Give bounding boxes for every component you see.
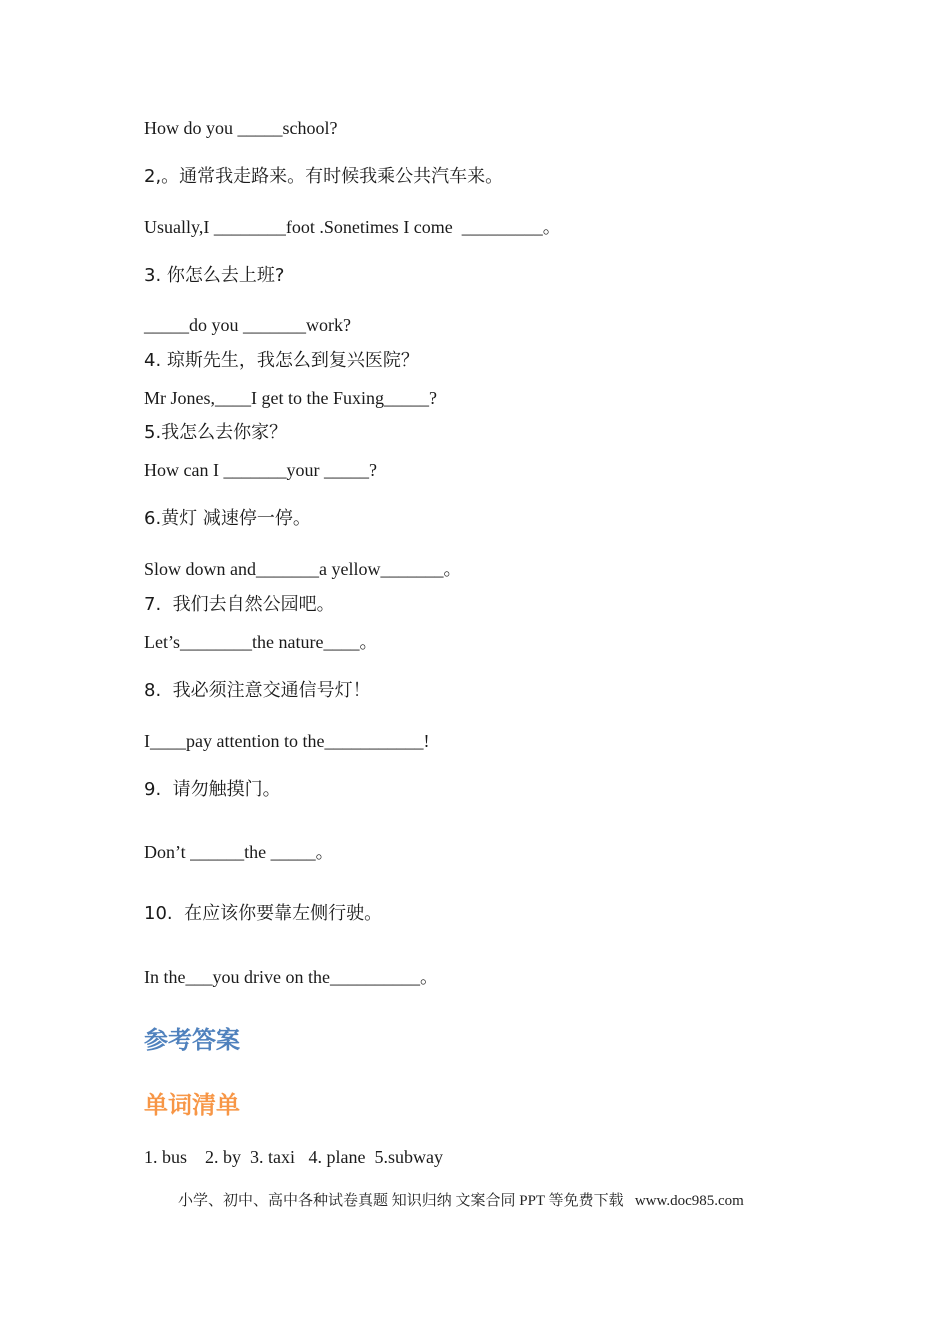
q4-chinese-prompt: 4. 琼斯先生，我怎么到复兴医院？ bbox=[144, 350, 419, 371]
q7-english-line: Let’s________the nature____。 bbox=[144, 632, 378, 652]
q2-chinese-prompt: 2,。通常我走路来。有时候我乘公共汽车来。 bbox=[144, 166, 504, 187]
q5-chinese-prompt: 5.我怎么去你家？ bbox=[144, 422, 288, 443]
q9-english-line: Don’t ______the _____。 bbox=[144, 842, 334, 862]
q8-chinese-prompt: 8. 我必须注意交通信号灯！ bbox=[144, 680, 371, 701]
q2-english-line: Usually,I ________foot .Sonetimes I come _________。 bbox=[144, 217, 561, 237]
q7-chinese-prompt: 7. 我们去自然公园吧。 bbox=[144, 594, 335, 615]
q10-english-line: In the___you drive on the__________。 bbox=[144, 967, 438, 987]
q9-chinese-prompt: 9. 请勿触摸门。 bbox=[144, 779, 281, 800]
page-footer: 小学、初中、高中各种试卷真题 知识归纳 文案合同 PPT 等免费下载 www.doc985.com bbox=[178, 1193, 744, 1209]
q6-english-line: Slow down and_______a yellow_______。 bbox=[144, 559, 462, 579]
q6-chinese-prompt: 6.黄灯 减速停一停。 bbox=[144, 508, 311, 529]
word-list-answers: 1. bus 2. by 3. taxi 4. plane 5.subway bbox=[144, 1147, 443, 1167]
answers-heading: 参考答案 bbox=[144, 1026, 240, 1054]
q4-english-line: Mr Jones,____I get to the Fuxing_____? bbox=[144, 388, 437, 408]
q3-english-line: _____do you _______work? bbox=[144, 315, 351, 335]
q5-english-line: How can I _______your _____? bbox=[144, 460, 377, 480]
q3-chinese-prompt: 3. 你怎么去上班? bbox=[144, 265, 285, 286]
q8-english-line: I____pay attention to the___________! bbox=[144, 731, 430, 751]
q10-chinese-prompt: 10. 在应该你要靠左侧行驶。 bbox=[144, 903, 383, 924]
q1-english-line: How do you _____school? bbox=[144, 118, 338, 138]
word-list-heading: 单词清单 bbox=[144, 1091, 240, 1119]
